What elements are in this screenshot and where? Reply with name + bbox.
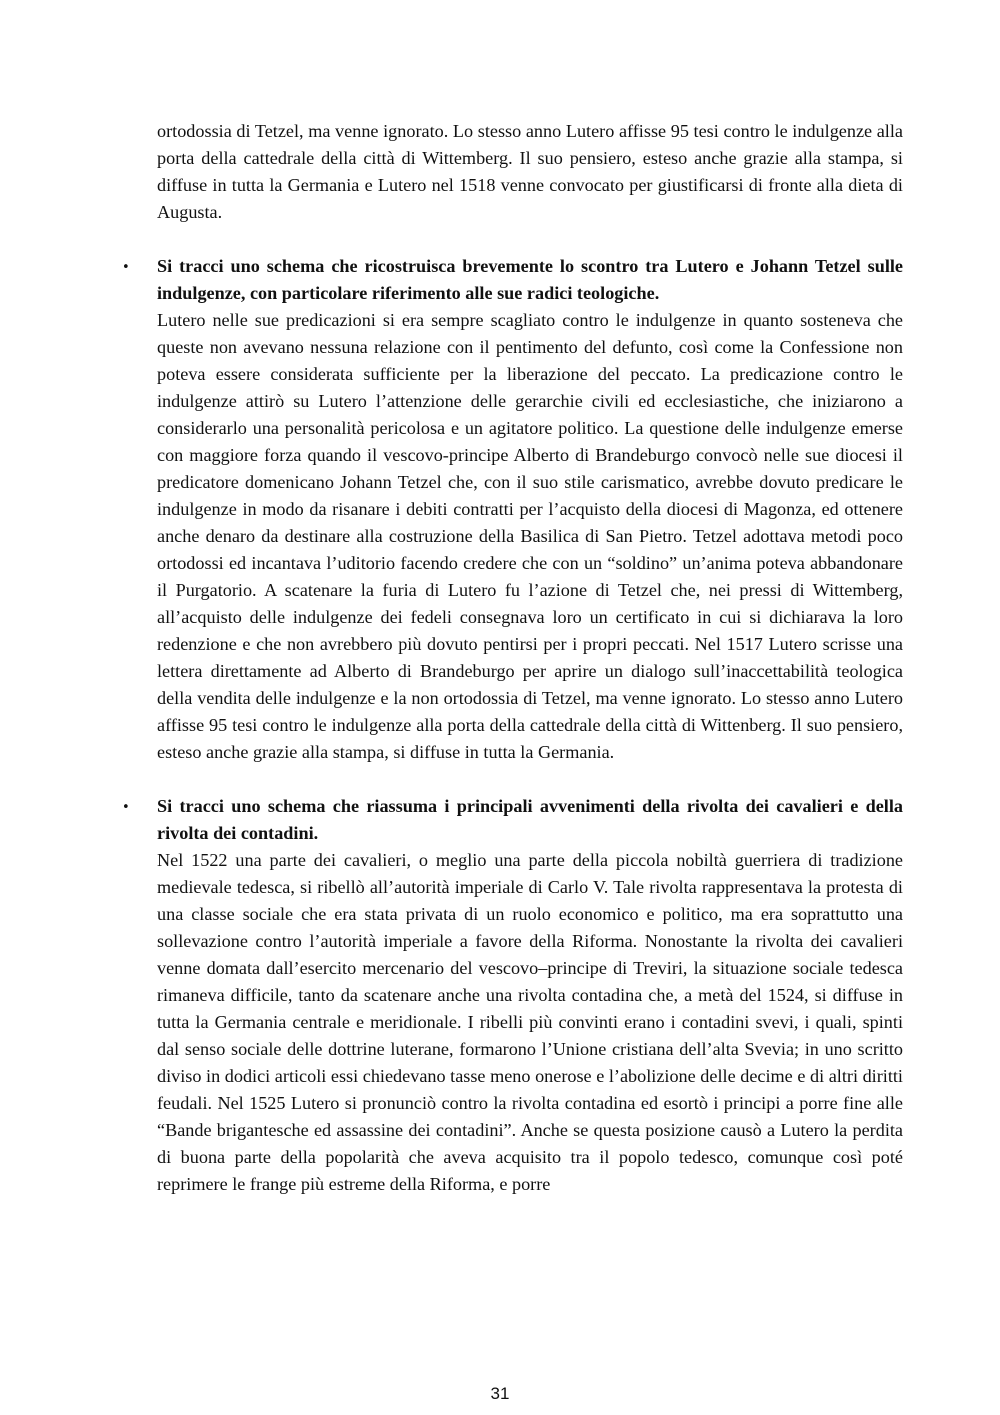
bullet-point: • bbox=[122, 800, 130, 815]
section-answer: Lutero nelle sue predicazioni si era sempre scagliato contro le indulgenze in quanto sosteneva che queste non avevano nessuna relazione con il pentimento del defunto, così come la Confessione non poteva essere considerata sufficiente per la liberazione del peccato. La predicazione contro le indulgenze attirò su Lutero l’attenzione delle gerarchie civili ed ecclesiastiche, che iniziarono a considerarlo una personalità pericolosa e un agitatore politico. La questione delle indulgenze emerse con maggiore forza quando il vescovo-principe Alberto di Brandeburgo convocò nelle sue diocesi il predicatore domenicano Johann Tetzel che, con il suo stile carismatico, avrebbe dovuto predicare le indulgenze in modo da risanare i debiti contratti per l’acquisto della diocesi di Magonza, ed ottenere anche denaro da destinare alla costruzione della Basilica di San Pietro. Tetzel adottava metodi poco ortodossi ed incantava l’uditorio facendo credere che con un “soldino” un’anima poteva abbandonare il Purgatorio. A scatenare la furia di Lutero fu l’azione di Tetzel che, nei pressi di Wittemberg, all’acquisto delle indulgenze dei fedeli consegnava loro un certificato in cui si dichiarava la loro redenzione e che non avrebbero più dovuto pentirsi per i propri peccati. Nel 1517 Lutero scrisse una lettera direttamente ad Alberto di Brandeburgo per aprire un dialogo sull’inaccettabilità teologica della vendita delle indulgenze e la non ortodossia di Tetzel, ma venne ignorato. Lo stesso anno Lutero affisse 95 tesi contro le indulgenze alla porta della cattedrale della città di Wittenberg. Il suo pensiero, esteso anche grazie alla stampa, si diffuse in tutta la Germania. bbox=[157, 310, 903, 762]
section-question: Si tracci uno schema che riassuma i principali avvenimenti della rivolta dei cavalieri e della rivolta dei contadini. bbox=[157, 796, 903, 843]
document-page bbox=[122, 118, 903, 1198]
section-tetzel bbox=[122, 253, 903, 766]
page-number: 31 bbox=[490, 1384, 510, 1403]
intro-paragraph: ortodossia di Tetzel, ma venne ignorato. Lo stesso anno Lutero affisse 95 tesi contro le indulgenze alla porta della cattedrale della città di Wittemberg. Il suo pensiero, esteso anche grazie alla stampa, si diffuse in tutta la Germania e Lutero nel 1518 venne convocato per giustificarsi di fronte alla dieta di Augusta. bbox=[157, 121, 903, 222]
bullet-point: • bbox=[122, 260, 130, 275]
section-answer: Nel 1522 una parte dei cavalieri, o meglio una parte della piccola nobiltà guerriera di tradizione medievale tedesca, si ribellò all’autorità imperiale di Carlo V. Tale rivolta rappresentava la protesta di una classe sociale che era stata privata di un ruolo economico e politico, ma era soprattutto una sollevazione contro l’autorità imperiale a favore della Riforma. Nonostante la rivolta dei cavalieri venne domata dall’esercito mercenario del vescovo–principe di Treviri, la situazione sociale tedesca rimaneva difficile, tanto da scatenare anche una rivolta contadina che, a metà del 1524, si diffuse in tutta la Germania centrale e meridionale. I ribelli più convinti erano i contadini svevi, i quali, spinti dal senso sociale delle dottrine luterane, formarono l’Unione cristiana dell’alta Svevia; in uno scritto diviso in dodici articoli essi chiedevano tasse meno onerose e l’abolizione delle decime e di altri diritti feudali. Nel 1525 Lutero si pronunciò contro la rivolta contadina ed esortò i principi a porre fine alle “Bande brigantesche ed assassine dei contadini”. Anche se questa posizione causò a Lutero la perdita di buona parte della popolarità che aveva acquisito tra il popolo tedesco, comunque così poté reprimere le frange più estreme della Riforma, e porre bbox=[157, 850, 903, 1194]
section-question: Si tracci uno schema che ricostruisca brevemente lo scontro tra Lutero e Johann Tetzel sulle indulgenze, con particolare riferimento alle sue radici teologiche. bbox=[157, 256, 903, 303]
section-rivolte bbox=[122, 793, 903, 1198]
